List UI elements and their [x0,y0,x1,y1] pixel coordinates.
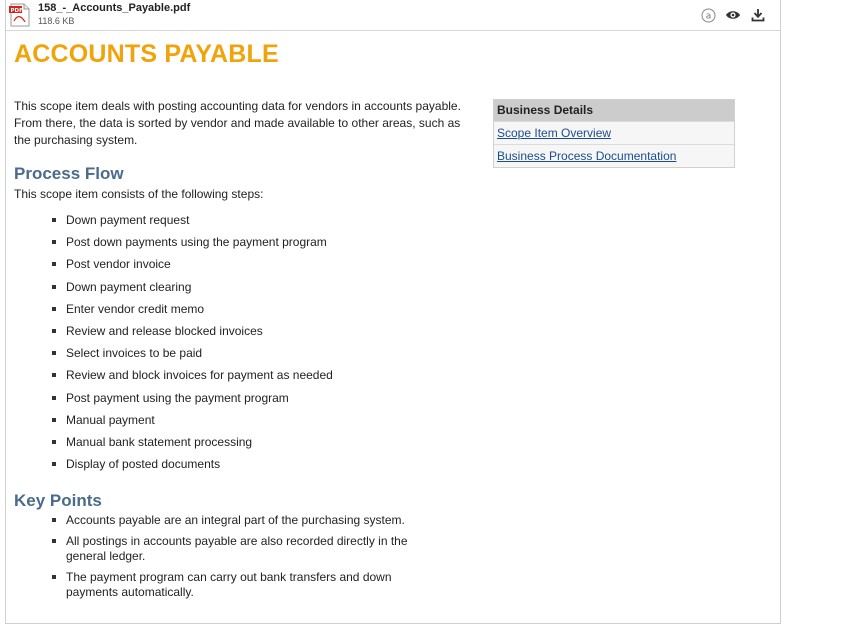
bullet [52,240,56,244]
key-point-text: Accounts payable are an integral part of the purchasing system. [66,513,405,527]
step-text: Post down payments using the payment program [66,235,327,250]
business-details-heading: Business Details [494,100,734,121]
list-item [52,570,446,600]
process-steps-list [66,213,333,479]
bullet [52,539,56,543]
bullet [52,262,56,266]
process-flow-subtitle: This scope item consists of the following steps: [14,187,264,201]
key-points-heading: Key Points [14,491,102,510]
step-text: Manual payment [66,412,155,427]
eye-icon[interactable] [725,7,741,23]
download-icon[interactable] [750,7,766,23]
step-text: Down payment clearing [66,279,192,294]
bullet [52,351,56,355]
bullet [52,418,56,422]
list-item [52,391,333,413]
scope-item-overview-link[interactable]: Scope Item Overview [497,126,612,140]
key-points-list [66,513,446,606]
list-item [52,534,446,564]
bullet [52,218,56,222]
list-item [52,257,333,279]
list-item [52,346,333,368]
key-point-text: The payment program can carry out bank transfers and down payments automatically. [66,570,392,599]
step-text: Review and block invoices for payment as needed [66,368,333,383]
bullet [52,373,56,377]
list-item [52,235,333,257]
list-item [52,413,333,435]
key-point-text: All postings in accounts payable are also recorded directly in the general ledger. [66,534,408,563]
file-header-bar [6,0,780,31]
header-toolbar [700,7,766,23]
bullet [52,396,56,400]
pdf-badge-text: PDF [10,8,23,14]
bullet [52,462,56,466]
bullet [52,440,56,444]
info-glyph: a [705,11,711,21]
list-item [52,457,333,479]
list-item [52,302,333,324]
step-text: Manual bank statement processing [66,434,253,449]
bullet [52,307,56,311]
step-text: Post payment using the payment program [66,390,289,405]
bullet [52,575,56,579]
file-size: 118.6 KB [38,16,75,26]
business-details-row [494,144,734,167]
bullet [52,518,56,522]
file-name: 158_-_Accounts_Payable.pdf [38,2,191,14]
step-text: Review and release blocked invoices [66,323,263,338]
business-details-box [493,99,735,168]
step-text: Display of posted documents [66,457,221,472]
business-details-row [494,121,734,144]
list-item [52,513,446,528]
list-item [52,324,333,346]
step-text: Down payment request [66,213,190,227]
intro-paragraph: This scope item deals with posting accounting data for vendors in accounts payable. From there, the data is sorted by vendor and made available to other areas, such as the purchasing system. [14,99,461,147]
list-item [52,368,333,390]
bullet [52,329,56,333]
step-text: Post vendor invoice [66,257,171,272]
list-item [52,213,333,235]
step-text: Enter vendor credit memo [66,301,205,316]
process-flow-heading: Process Flow [14,164,124,183]
page-title: ACCOUNTS PAYABLE [14,40,279,68]
pdf-file-icon [9,3,31,27]
business-process-documentation-link[interactable]: Business Process Documentation [497,149,677,163]
step-text: Select invoices to be paid [66,346,203,361]
bullet [52,285,56,289]
pdf-preview-frame [5,0,781,624]
list-item [52,435,333,457]
list-item [52,280,333,302]
info-circle-icon[interactable] [700,7,716,23]
